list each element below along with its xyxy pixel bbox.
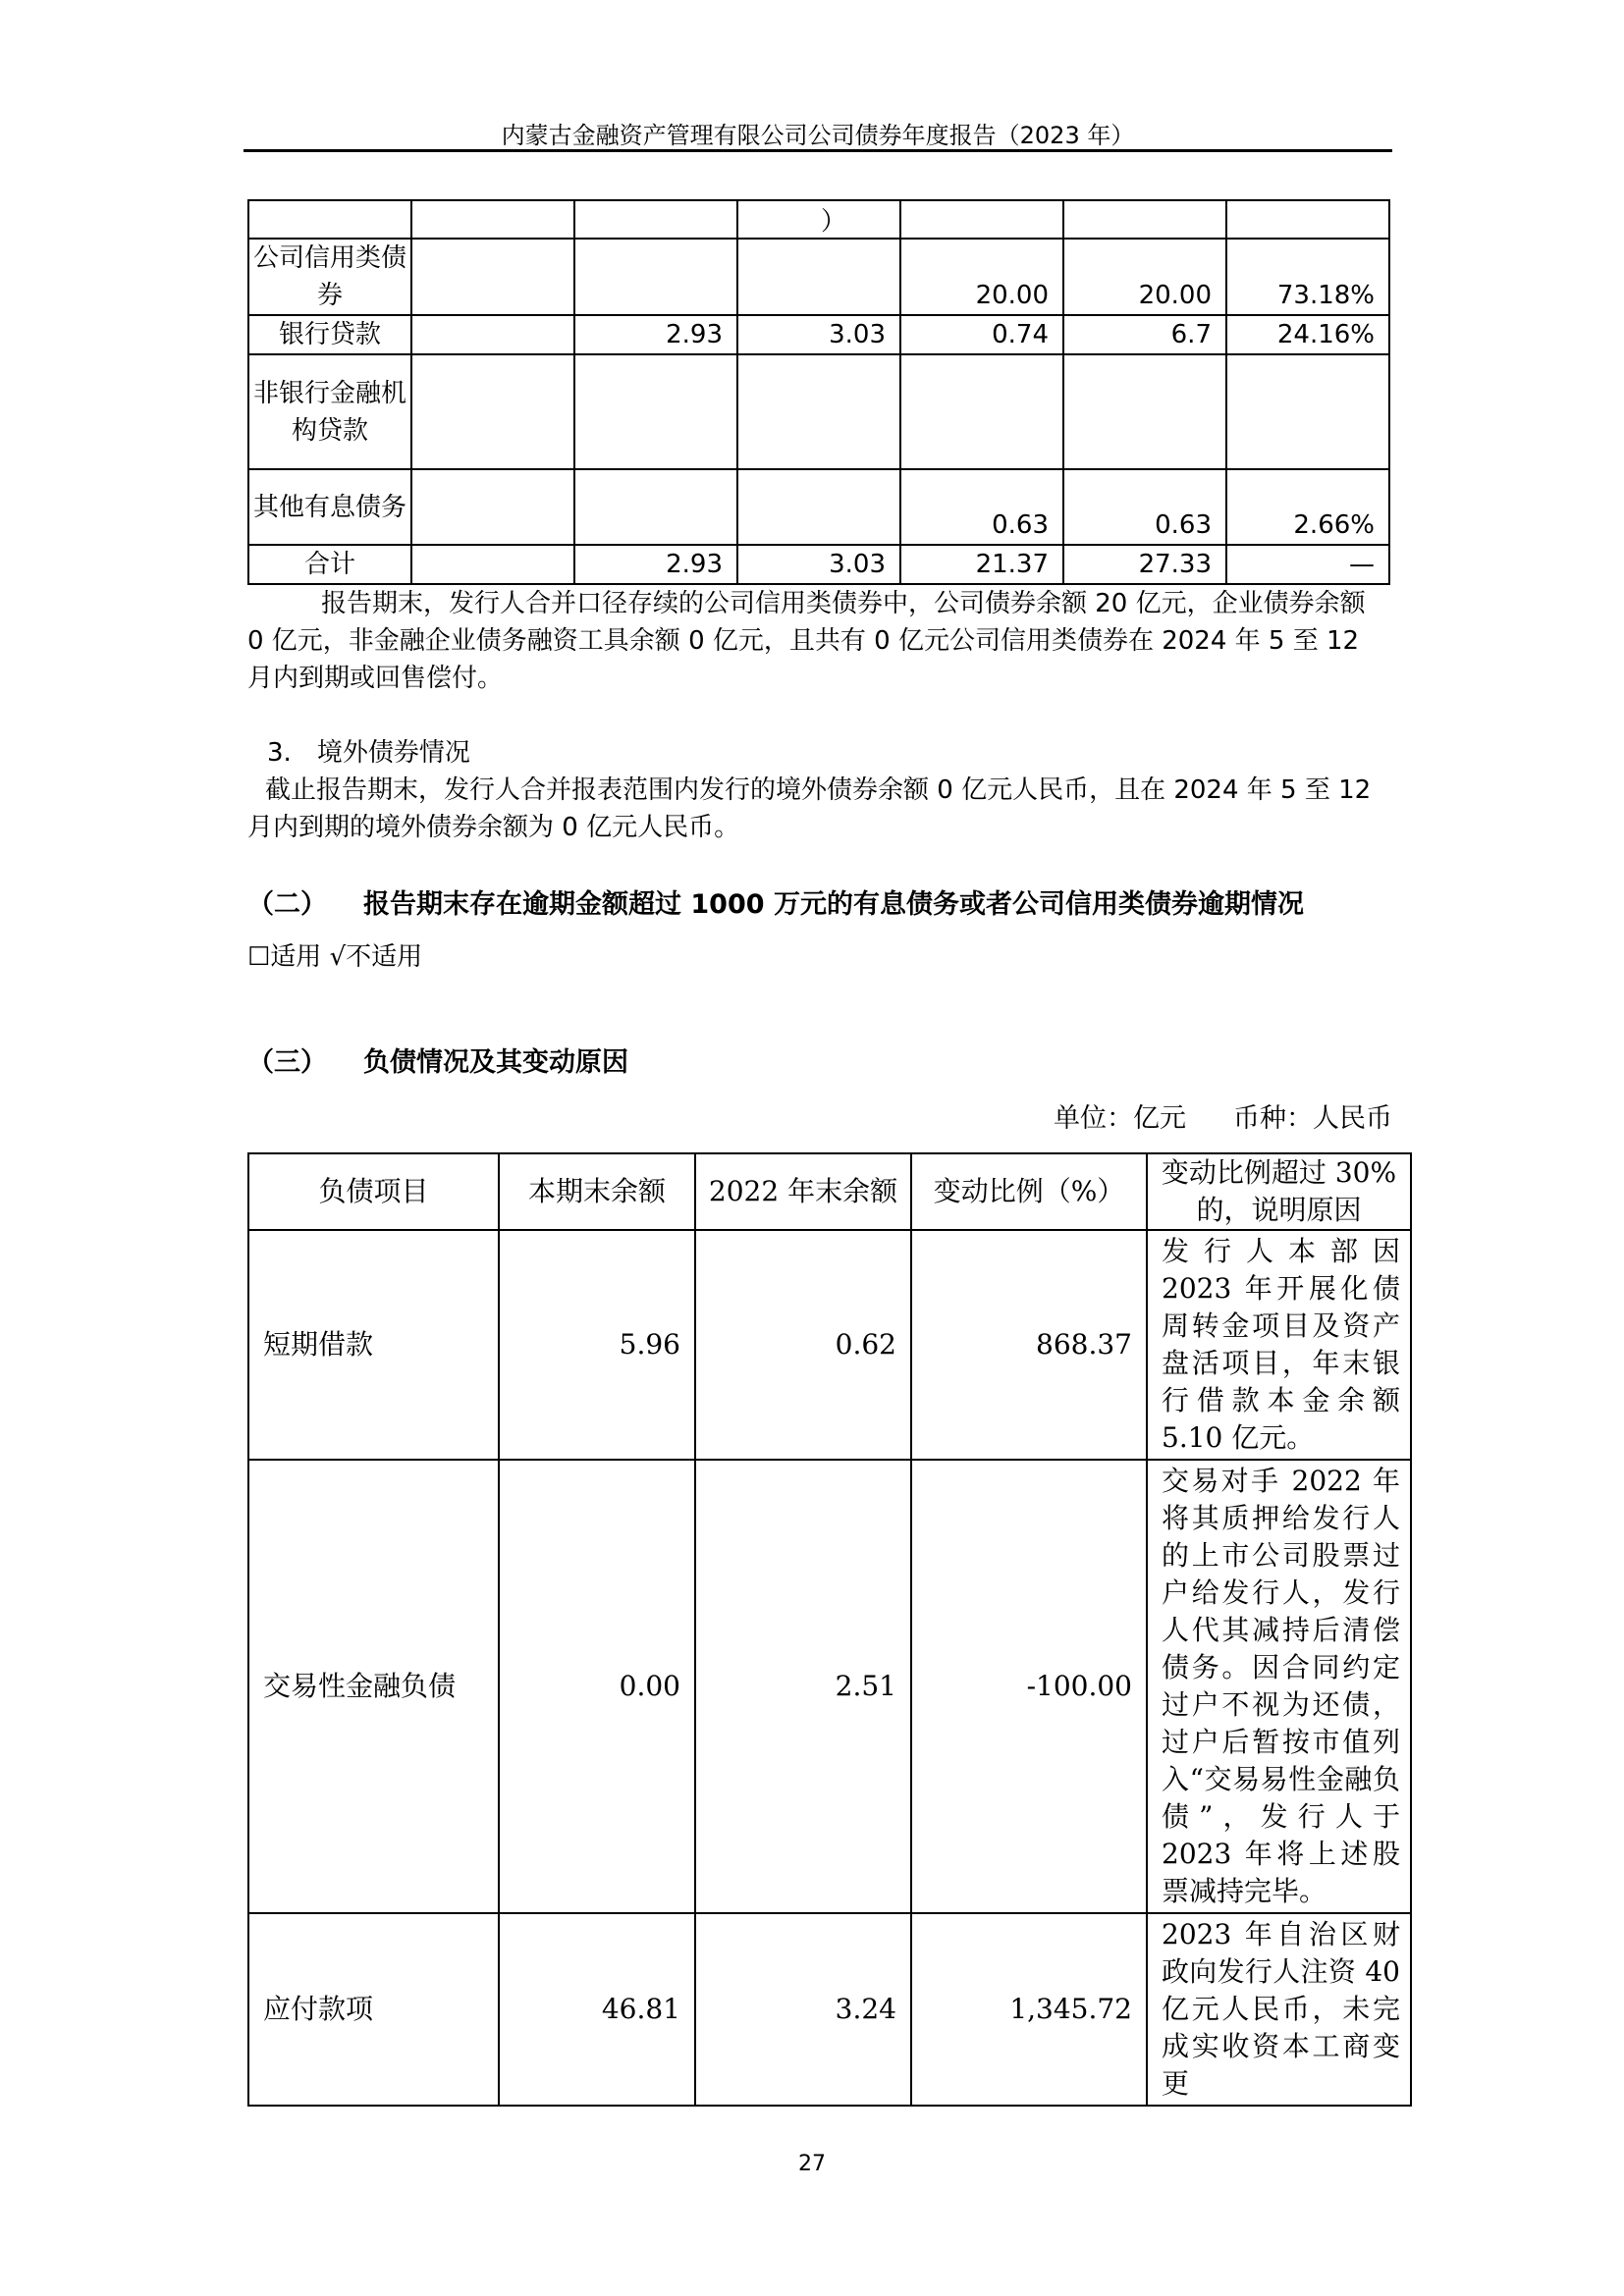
row-label: 其他有息债务: [248, 469, 411, 545]
table-row: [248, 200, 1389, 239]
applicability-options: ☐适用 √不适用: [247, 942, 423, 972]
table-row: [248, 1913, 1411, 2106]
table-cell: 20.00: [900, 239, 1063, 315]
unit-label: 单位：亿元: [1054, 1103, 1186, 1134]
liability-item: 应付款项: [248, 1913, 499, 2106]
table-cell: 3.03: [737, 545, 900, 584]
row-label: 合计: [248, 545, 411, 584]
table-cell: 0.63: [1063, 469, 1226, 545]
prior-balance: 0.62: [695, 1230, 911, 1460]
table-header-row: [248, 1153, 1411, 1230]
table-cell: [737, 239, 900, 315]
table-cell: [574, 354, 737, 469]
liability-item: 短期借款: [248, 1230, 499, 1460]
table-cell: 27.33: [1063, 545, 1226, 584]
table-row: [248, 354, 1389, 469]
table-cell: ）: [737, 200, 900, 239]
table-row: [248, 545, 1389, 584]
table-cell: [1226, 354, 1389, 469]
table-cell: [574, 239, 737, 315]
overseas-bond-paragraph: 截止报告期末，发行人合并报表范围内发行的境外债券余额 0 亿元人民币，且在 2024 年 5 至 12 月内到期的境外债券余额为 0 亿元人民币。: [247, 775, 1372, 842]
current-balance: 0.00: [499, 1460, 695, 1913]
table-cell: [411, 239, 574, 315]
table-row: [248, 1460, 1411, 1913]
change-reason: 交易对手 2022 年将其质押给发行人的上市公司股票过户给发行人，发行人代其减持后清偿债务。因合同约定过户不视为还债，过户后暂按市值列入“交易易性金融负债”，发行人于 2023 年将上述股票减持完毕。: [1147, 1460, 1411, 1913]
table-cell: [900, 354, 1063, 469]
table-cell: 6.7: [1063, 315, 1226, 354]
section-three-title: 负债情况及其变动原因: [363, 1047, 628, 1078]
table-cell: [411, 469, 574, 545]
liability-table: [247, 1152, 1412, 2107]
column-header: 变动比例超过 30%的，说明原因: [1147, 1153, 1411, 1230]
table-cell: —: [1226, 545, 1389, 584]
table-row: [248, 315, 1389, 354]
column-header: 负债项目: [248, 1153, 499, 1230]
table-row: [248, 1230, 1411, 1460]
table-cell: [1063, 354, 1226, 469]
table-cell: 0.74: [900, 315, 1063, 354]
section-two-heading: [247, 886, 1304, 924]
change-reason: 2023 年自治区财政向发行人注资 40 亿元人民币，未完成实收资本工商变更: [1147, 1913, 1411, 2106]
unit-line: [1054, 1096, 1392, 1135]
prior-balance: 2.51: [695, 1460, 911, 1913]
running-header: 内蒙古金融资产管理有限公司公司债券年度报告（2023 年）: [501, 122, 1135, 149]
section-three-heading: [247, 1044, 628, 1082]
header-rule: [244, 149, 1392, 152]
table-cell: 24.16%: [1226, 315, 1389, 354]
table-cell: 73.18%: [1226, 239, 1389, 315]
prior-balance: 3.24: [695, 1913, 911, 2106]
page-number: 27: [798, 2152, 826, 2176]
change-ratio: 1,345.72: [911, 1913, 1147, 2106]
section-3-heading: [247, 734, 1388, 772]
table-cell: [574, 469, 737, 545]
row-label: 非银行金融机构贷款: [248, 354, 411, 469]
table-cell: 20.00: [1063, 239, 1226, 315]
table-cell: 2.66%: [1226, 469, 1389, 545]
column-header: 2022 年末余额: [695, 1153, 911, 1230]
table-cell: [411, 315, 574, 354]
table-cell: 3.03: [737, 315, 900, 354]
column-header: 本期末余额: [499, 1153, 695, 1230]
table-cell: [411, 354, 574, 469]
change-ratio: -100.00: [911, 1460, 1147, 1913]
liability-item: 交易性金融负债: [248, 1460, 499, 1913]
section-two-title: 报告期末存在逾期金额超过 1000 万元的有息债务或者公司信用类债券逾期情况: [363, 889, 1304, 920]
current-balance: 46.81: [499, 1913, 695, 2106]
table-cell: [411, 545, 574, 584]
change-reason: 发行人本部因 2023 年开展化债周转金项目及资产盘活项目，年末银行借款本金余额 5.10 亿元。: [1147, 1230, 1411, 1460]
row-label: 公司信用类债券: [248, 239, 411, 315]
table-cell: [737, 354, 900, 469]
change-ratio: 868.37: [911, 1230, 1147, 1460]
table-row: [248, 469, 1389, 545]
table-cell: 2.93: [574, 315, 737, 354]
section-three-number: （三）: [247, 1047, 327, 1078]
table-row: [248, 239, 1389, 315]
credit-bond-paragraph: 报告期末，发行人合并口径存续的公司信用类债券中，公司债券余额 20 亿元，企业债券余额 0 亿元，非金融企业债务融资工具余额 0 亿元，且共有 0 亿元公司信用类债券在 2024 年 5 至 12 月内到期或回售偿付。: [247, 589, 1366, 693]
current-balance: 5.96: [499, 1230, 695, 1460]
column-header: 变动比例（%）: [911, 1153, 1147, 1230]
table-cell: 0.63: [900, 469, 1063, 545]
section-3-title: 境外债券情况: [316, 738, 470, 768]
table-cell: 2.93: [574, 545, 737, 584]
interest-debt-table: [247, 199, 1390, 585]
row-label: 银行贷款: [248, 315, 411, 354]
currency-label: 币种：人民币: [1233, 1103, 1392, 1134]
table-cell: [737, 469, 900, 545]
section-3-number: 3.: [267, 738, 292, 768]
table-cell: 21.37: [900, 545, 1063, 584]
section-two-number: （二）: [247, 889, 327, 920]
